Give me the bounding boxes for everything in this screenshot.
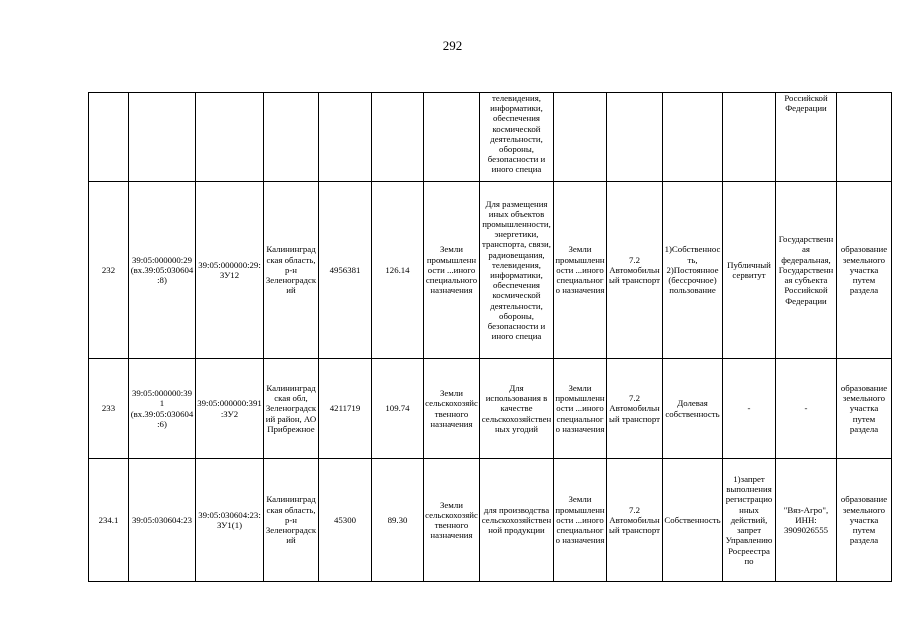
cell-location: Калининградская обл, Зеленоградский район, АО Прибрежное (264, 359, 319, 459)
cell-category-new: Земли промышленности ...иного специального назначения (554, 359, 607, 459)
cell-method: образование земельного участка путем раздела (837, 182, 892, 359)
cell-owner: Российской Федерации (776, 93, 837, 182)
cell-right-type: 1)Собственность, 2)Постоянное (бессрочное) пользование (663, 182, 723, 359)
cell-area-part: 126.14 (372, 182, 424, 359)
cell-num: 233 (89, 359, 129, 459)
cell-cadastral: 39:05:000000:29 (вх.39:05:030604:8) (129, 182, 196, 359)
table-row (89, 459, 892, 582)
cell-category: Земли сельскохозяйственного назначения (424, 459, 480, 582)
table-row (89, 359, 892, 459)
page-number: 292 (442, 38, 463, 53)
cell-category-new: Земли промышленности ...иного специального назначения (554, 182, 607, 359)
cell-category-new (554, 93, 607, 182)
cell-num: 234.1 (89, 459, 129, 582)
table-row (89, 182, 892, 359)
cell-right-type: Долевая собственность (663, 359, 723, 459)
cell-location: Калининградская область, р-н Зеленоградский (264, 182, 319, 359)
cell-area-part (372, 93, 424, 182)
cell-method (837, 93, 892, 182)
land-plots-table (88, 92, 892, 582)
cell-owner: - (776, 359, 837, 459)
cell-encumbrance: - (723, 359, 776, 459)
cell-vri-code: 7.2 Автомобильный транспорт (607, 459, 663, 582)
cell-location: Калининградская область, р-н Зеленоградский (264, 459, 319, 582)
cell-area-part: 89.30 (372, 459, 424, 582)
cell-owner: "Вяз-Агро", ИНН: 3909026555 (776, 459, 837, 582)
cell-permitted-use: Для размещения иных объектов промышленности, энергетики, транспорта, связи, радиовещания, телевидения, информатики, обеспечения космической деятельности, обороны, безопасности и иного специа (480, 182, 554, 359)
cell-new-plot: 39:05:000000:391:ЗУ2 (196, 359, 264, 459)
cell-cadastral: 39:05:000000:391 (вх.39:05:030604:6) (129, 359, 196, 459)
cell-method: образование земельного участка путем раздела (837, 359, 892, 459)
cell-right-type (663, 93, 723, 182)
cell-category-new: Земли промышленности ...иного специального назначения (554, 459, 607, 582)
cell-area-total (319, 93, 372, 182)
cell-vri-code: 7.2 Автомобильный транспорт (607, 359, 663, 459)
cell-area-total: 45300 (319, 459, 372, 582)
cell-cadastral (129, 93, 196, 182)
cell-right-type: Собственность (663, 459, 723, 582)
cell-location (264, 93, 319, 182)
cell-category (424, 93, 480, 182)
cell-area-total: 4211719 (319, 359, 372, 459)
cell-new-plot: 39:05:030604:23:ЗУ1(1) (196, 459, 264, 582)
cell-num: 232 (89, 182, 129, 359)
cell-category: Земли промышленности ...иного специального назначения (424, 182, 480, 359)
cell-encumbrance: 1)запрет выполнения регистрационных действий, запрет Управлению Росреестра по (723, 459, 776, 582)
cell-permitted-use: для производства сельскохозяйственной продукции (480, 459, 554, 582)
cell-area-total: 4956381 (319, 182, 372, 359)
cell-vri-code (607, 93, 663, 182)
cell-permitted-use: телевидения, информатики, обеспечения космической деятельности, обороны, безопасности и иного специа (480, 93, 554, 182)
cell-new-plot: 39:05:000000:29:ЗУ12 (196, 182, 264, 359)
cell-owner: Государственная федеральная, Государственная субъекта Российской Федерации (776, 182, 837, 359)
cell-vri-code: 7.2 Автомобильный транспорт (607, 182, 663, 359)
cell-method: образование земельного участка путем раздела (837, 459, 892, 582)
cell-area-part: 109.74 (372, 359, 424, 459)
cell-encumbrance (723, 93, 776, 182)
cell-new-plot (196, 93, 264, 182)
cell-num (89, 93, 129, 182)
cell-permitted-use: Для использования в качестве сельскохозяйственных угодий (480, 359, 554, 459)
cell-cadastral: 39:05:030604:23 (129, 459, 196, 582)
table-row (89, 93, 892, 182)
cell-encumbrance: Публичный сервитут (723, 182, 776, 359)
cell-category: Земли сельскохозяйственного назначения (424, 359, 480, 459)
